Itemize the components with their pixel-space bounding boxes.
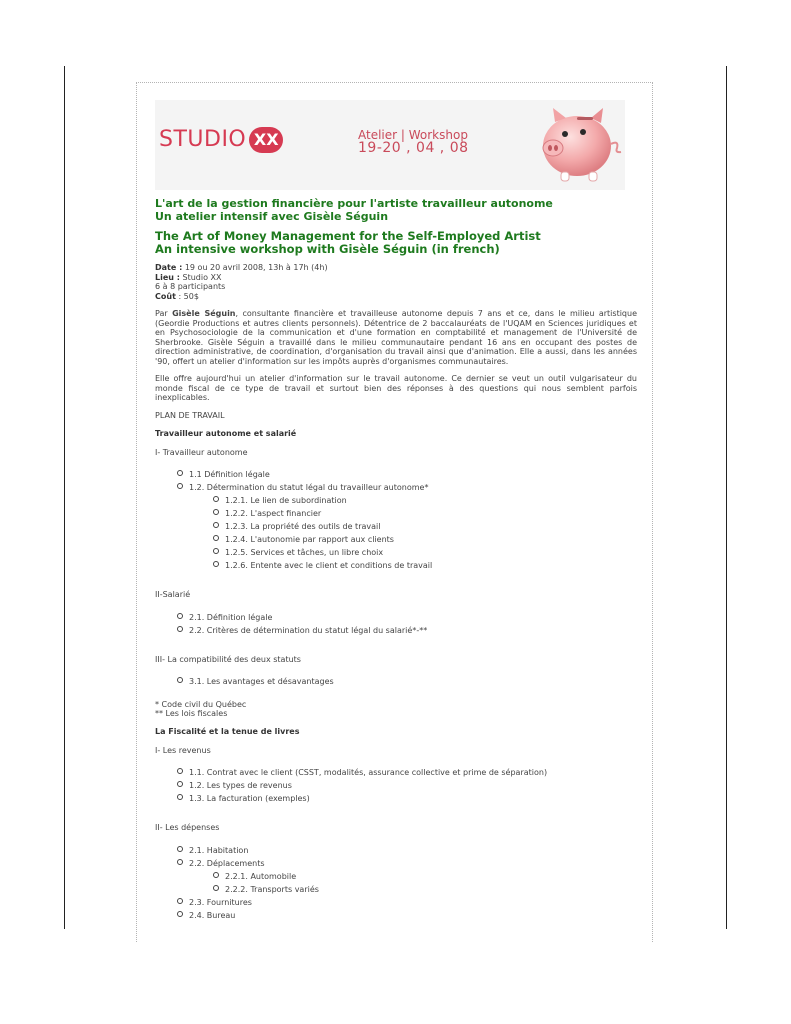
bullet-icon (213, 535, 219, 541)
outline-list (177, 766, 637, 805)
event-cost: Coût : 50$ (155, 291, 199, 301)
bullet-icon (177, 768, 183, 774)
outline-list (177, 611, 637, 637)
studio-xx-logo: STUDIO XX (159, 127, 283, 153)
list-item: 1.2. Les types de revenus (177, 779, 637, 792)
outline-sublist (213, 494, 637, 572)
bullet-icon (177, 911, 183, 917)
list-item: 1.2.3. La propriété des outils de travail (213, 520, 637, 533)
bullet-icon (213, 561, 219, 567)
part-title: I- Travailleur autonome (155, 447, 248, 457)
part-title: II-Salarié (155, 590, 191, 599)
plan-label: PLAN DE TRAVAIL (155, 410, 225, 420)
bullet-icon (213, 548, 219, 554)
list-item: 2.1. Définition légale (177, 611, 637, 624)
event-place: Lieu : Studio XX (155, 272, 222, 282)
bullet-icon (177, 626, 183, 632)
footnotes: * Code civil du Québec ** Les lois fiscales (155, 700, 247, 718)
outline-list (177, 675, 637, 688)
list-item: 1.2.6. Entente avec le client et conditions de travail (213, 559, 637, 572)
page-border-left (64, 66, 65, 929)
outline-list (177, 844, 637, 922)
list-item: 2.1. Habitation (177, 844, 637, 857)
part-title: II- Les dépenses (155, 823, 220, 832)
list-item: 1.2.4. L'autonomie par rapport aux clients (213, 533, 637, 546)
list-item: 1.2.2. L'aspect financier (213, 507, 637, 520)
bullet-icon (177, 677, 183, 683)
list-item: 3.1. Les avantages et désavantages (177, 675, 637, 688)
section-heading-status: Travailleur autonome et salarié (155, 429, 297, 438)
list-item: 1.1. Contrat avec le client (CSST, modalités, assurance collective et prime de séparation) (177, 766, 637, 779)
list-item: 2.2.2. Transports variés (213, 883, 637, 896)
piggy-bank-icon (533, 102, 623, 188)
bullet-icon (213, 885, 219, 891)
outline-sublist (213, 870, 637, 896)
list-item: 1.3. La facturation (exemples) (177, 792, 637, 805)
bullet-icon (213, 872, 219, 878)
list-item: 1.2.1. Le lien de subordination (213, 494, 637, 507)
list-item: 2.2. Déplacements 2.2.1. Automobile 2.2.2. Transports variés (177, 857, 637, 896)
section-heading-tax: La Fiscalité et la tenue de livres (155, 727, 300, 736)
newsletter-content (155, 100, 637, 922)
title-english: The Art of Money Management for the Self-Employed Artist An intensive workshop with Gisèle Séguin (in french) (155, 229, 541, 256)
outline-list (177, 468, 637, 572)
bullet-icon (177, 470, 183, 476)
part-title: III- La compatibilité des deux statuts (155, 654, 301, 664)
banner (155, 100, 625, 190)
event-participants: 6 à 8 participants (155, 282, 226, 291)
event-details (155, 263, 637, 301)
workshop-label: Atelier | Workshop (358, 128, 468, 142)
list-item: 1.1 Définition légale (177, 468, 637, 481)
title-french: L'art de la gestion financière pour l'artiste travailleur autonome Un atelier intensif avec Gisèle Séguin (155, 197, 553, 223)
bullet-icon (177, 781, 183, 787)
list-item: 2.2.1. Automobile (213, 870, 637, 883)
bio-paragraph: Par Gisèle Séguin, consultante financière et travailleuse autonome depuis 7 ans et ce, dans le milieu artistique (Geordie Productions et autres clients personnels). Détentrice de 2 baccalauréats de l'UQAM en Sciences juridiques et en Psychosociologie de la communication et d'une formation en comptabilité et management de l'Université de Sherbrooke. Gisèle Séguin a travaillé dans le milieu communautaire pendant 16 ans en occupant des postes de direction administrative, de coordination, d'organisation du travail ainsi que d'animation. Elle a aussi, dans les années '90, offert un atelier d'information sur les impôts auprès d'organismes communautaires. (155, 309, 638, 366)
list-item: 1.2. Détermination du statut légal du travailleur autonome* 1.2.1. Le lien de subordination 1.2.2. L'aspect financier 1.2.3. La propriété des outils de travail 1.2.4. L'autonomie par rapport aux clients 1.2.5. Services et tâches, un libre choix 1.2.6. Entente avec le client et conditions de travail (177, 481, 637, 572)
bullet-icon (213, 509, 219, 515)
bullet-icon (177, 898, 183, 904)
bullet-icon (177, 859, 183, 865)
bullet-icon (177, 483, 183, 489)
list-item: 2.4. Bureau (177, 909, 637, 922)
description-paragraph: Elle offre aujourd'hui un atelier d'information sur le travail autonome. Ce dernier se veut un outil vulgarisateur du monde fiscal de ce type de travail et surtout bien des réponses à des questions qui nous semblent parfois inexplicables. (155, 374, 637, 402)
workshop-info (358, 129, 469, 155)
list-item: 2.2. Critères de détermination du statut légal du salarié*-** (177, 624, 637, 637)
list-item: 1.2.5. Services et tâches, un libre choix (213, 546, 637, 559)
bullet-icon (177, 846, 183, 852)
part-title: I- Les revenus (155, 745, 211, 755)
bullet-icon (177, 794, 183, 800)
workshop-dates: 19-20 , 04 , 08 (358, 140, 469, 156)
page-border-right (726, 66, 727, 929)
bullet-icon (213, 522, 219, 528)
bullet-icon (177, 613, 183, 619)
list-item: 2.3. Fournitures (177, 896, 637, 909)
bullet-icon (213, 496, 219, 502)
event-date: Date : 19 ou 20 avril 2008, 13h à 17h (4h) (155, 263, 328, 272)
